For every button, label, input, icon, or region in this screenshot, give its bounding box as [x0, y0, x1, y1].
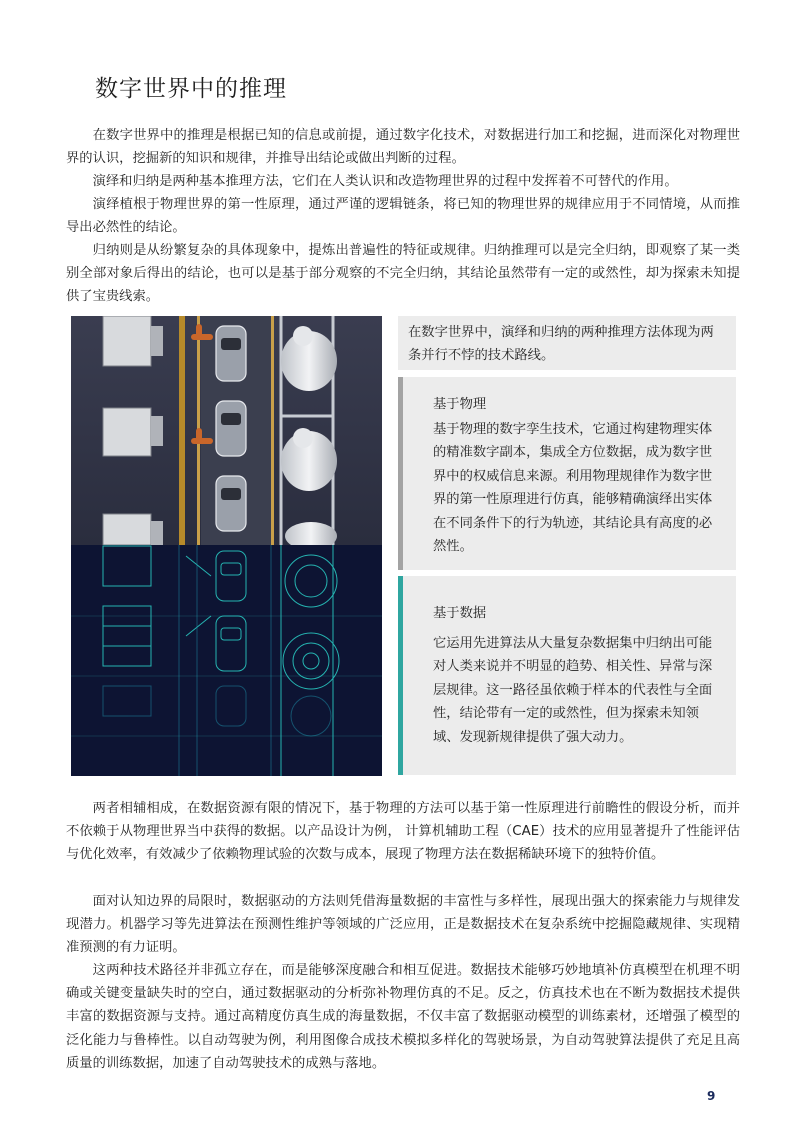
physics-card-body: 基于物理的数字孪生技术，它通过构建物理实体的精准数字副本，集成全方位数据，成为数字世界中的权威信息来源。利用物理规律作为数字世界的第一性原理进行仿真，能够精确演绎出实体在不同条件下的行为轨迹，其结论具有高度的必然性。	[433, 422, 713, 555]
page-title: 数字世界中的推理	[95, 76, 287, 102]
factory-illustration-icon	[71, 316, 382, 776]
paragraph-data-driven: 面对认知边界的局限时，数据驱动的方法则凭借海量数据的丰富性与多样性，展现出强大的探索能力与规律发现潜力。机器学习等先进算法在预测性维护等领域的广泛应用，正是数据技术在复杂系统中挖掘隐藏规律、实现精准预测的有力证明。	[66, 894, 740, 956]
data-card-body: 它运用先进算法从大量复杂数据集中归纳出可能对人类来说并不明显的趋势、相关性、异常与深层规律。这一路径虽依赖于样本的代表性与全面性，结论带有一定的或然性，但为探索未知领域、发现新规律提供了强大动力。	[433, 636, 713, 745]
paragraph-induction: 归纳则是从纷繁复杂的具体现象中，提炼出普遍性的特征或规律。归纳推理可以是完全归纳，即观察了某一类别全部对象后得出的结论，也可以是基于部分观察的不完全归纳，其结论虽然带有一定的或然性，却为探索未知提供了宝贵线索。	[66, 243, 740, 305]
physics-card	[398, 377, 736, 570]
paragraph-deduction: 演绎植根于物理世界的第一性原理，通过严谨的逻辑链条，将已知的物理世界的规律应用于不同情境，从而推导出必然性的结论。	[66, 197, 740, 236]
sidebar-intro-text: 在数字世界中，演绎和归纳的两种推理方法体现为两条并行不悖的技术路线。	[408, 325, 714, 363]
sidebar-intro-box	[398, 316, 736, 370]
data-card-title: 基于数据	[433, 606, 487, 621]
page-number: 9	[707, 1089, 716, 1103]
factory-digital-twin-figure	[71, 316, 382, 776]
physics-card-title: 基于物理	[433, 397, 487, 412]
paragraph-fusion: 这两种技术路径并非孤立存在，而是能够深度融合和相互促进。数据技术能够巧妙地填补仿真模型在机理不明确或关键变量缺失时的空白，通过数据驱动的分析弥补物理仿真的不足。反之，仿真技术也在不断为数据技术提供丰富的数据资源与支持。通过高精度仿真生成的海量数据，不仅丰富了数据驱动模型的训练素材，还增强了模型的泛化能力与鲁棒性。以自动驾驶为例，利用图像合成技术模拟多样化的驾驶场景，为自动驾驶算法提供了充足且高质量的训练数据，加速了自动驾驶技术的成熟与落地。	[66, 963, 740, 1071]
data-card	[398, 576, 736, 775]
paragraph-methods: 演绎和归纳是两种基本推理方法，它们在人类认识和改造物理世界的过程中发挥着不可替代的作用。	[92, 174, 678, 189]
paragraph-complement: 两者相辅相成，在数据资源有限的情况下，基于物理的方法可以基于第一性原理进行前瞻性的假设分析，而并不依赖于从物理世界当中获得的数据。以产品设计为例， 计算机辅助工程（CAE）技术的应用显著提升了性能评估与优化效率，有效减少了依赖物理试验的次数与成本，展现了物理方法在数据稀缺环境下的独特价值。	[66, 801, 740, 863]
paragraph-intro: 在数字世界中的推理是根据已知的信息或前提，通过数字化技术，对数据进行加工和挖掘，进而深化对物理世界的认识，挖掘新的知识和规律，并推导出结论或做出判断的过程。	[66, 128, 740, 167]
